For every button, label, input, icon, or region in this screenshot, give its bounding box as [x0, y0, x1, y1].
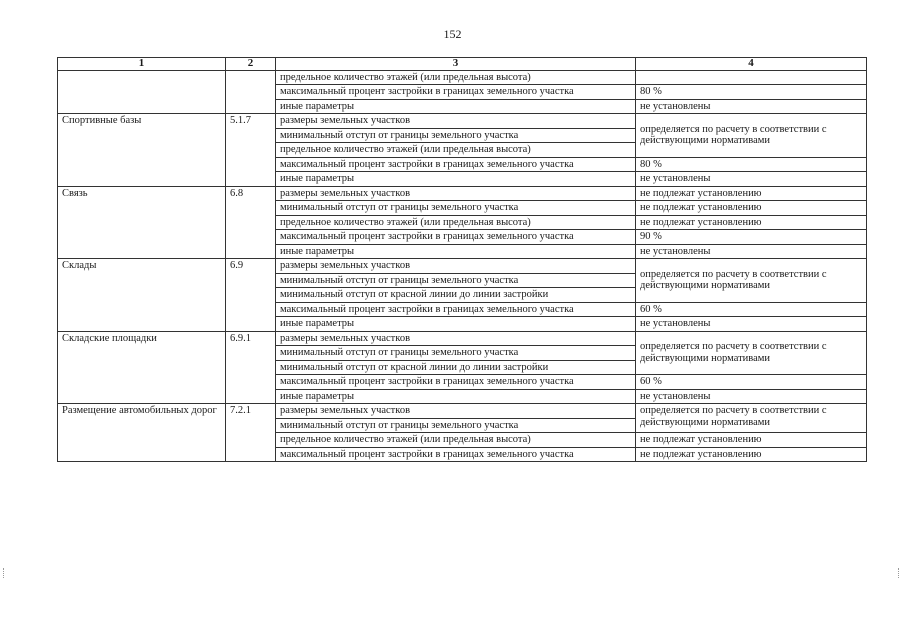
- parameter-name: максимальный процент застройки в границах земельного участка: [276, 302, 636, 317]
- use-code-cell: 6.8: [226, 186, 276, 259]
- parameter-name: иные параметры: [276, 317, 636, 332]
- use-name-cell: Связь: [58, 186, 226, 259]
- parameter-name: минимальный отступ от красной линии до линии застройки: [276, 360, 636, 375]
- parameter-value: не подлежат установлению: [636, 215, 867, 230]
- table-row: [58, 114, 867, 129]
- use-name-cell: [58, 70, 226, 114]
- parameter-value: не установлены: [636, 317, 867, 332]
- use-name-cell: Спортивные базы: [58, 114, 226, 187]
- column-header-3: 3: [276, 58, 636, 71]
- parameter-value: не установлены: [636, 244, 867, 259]
- parameter-value: не подлежат установлению: [636, 186, 867, 201]
- parameter-name: максимальный процент застройки в границах земельного участка: [276, 230, 636, 245]
- parameter-name: минимальный отступ от границы земельного участка: [276, 346, 636, 361]
- parameter-name: размеры земельных участков: [276, 331, 636, 346]
- use-code-cell: 7.2.1: [226, 404, 276, 462]
- parameter-value: 80 %: [636, 85, 867, 100]
- page-number: 152: [443, 27, 462, 41]
- table-row: [58, 404, 867, 419]
- table-row: [58, 186, 867, 201]
- parameter-value: определяется по расчету в соответствии с действующими нормативами: [636, 259, 867, 303]
- column-header-2: 2: [226, 58, 276, 71]
- use-code-cell: [226, 70, 276, 114]
- parameter-name: размеры земельных участков: [276, 114, 636, 129]
- parameter-name: максимальный процент застройки в границах земельного участка: [276, 375, 636, 390]
- parameter-name: минимальный отступ от границы земельного участка: [276, 273, 636, 288]
- column-header-4: 4: [636, 58, 867, 71]
- parameter-name: размеры земельных участков: [276, 186, 636, 201]
- parameter-value: не установлены: [636, 172, 867, 187]
- parameter-name: иные параметры: [276, 99, 636, 114]
- use-name-cell: Размещение автомобильных дорог: [58, 404, 226, 462]
- parameter-value: не подлежат установлению: [636, 447, 867, 462]
- column-header-1: 1: [58, 58, 226, 71]
- scan-edge-mark: [3, 568, 6, 578]
- use-code-cell: 6.9: [226, 259, 276, 332]
- parameter-value: определяется по расчету в соответствии с действующими нормативами: [636, 114, 867, 158]
- parameter-name: минимальный отступ от красной линии до линии застройки: [276, 288, 636, 303]
- parameter-value: не установлены: [636, 389, 867, 404]
- table-row: [58, 331, 867, 346]
- parameter-name: иные параметры: [276, 389, 636, 404]
- parameter-name: минимальный отступ от границы земельного участка: [276, 201, 636, 216]
- parameter-name: размеры земельных участков: [276, 259, 636, 274]
- parameter-value: 60 %: [636, 375, 867, 390]
- use-code-cell: 6.9.1: [226, 331, 276, 404]
- parameter-name: максимальный процент застройки в границах земельного участка: [276, 85, 636, 100]
- parameter-value: [636, 70, 867, 85]
- parameter-value: 60 %: [636, 302, 867, 317]
- parameter-value: не подлежат установлению: [636, 201, 867, 216]
- parameter-name: максимальный процент застройки в границах земельного участка: [276, 447, 636, 462]
- use-name-cell: Складские площадки: [58, 331, 226, 404]
- header-row: [58, 58, 867, 71]
- parameter-value: не установлены: [636, 99, 867, 114]
- parameter-name: предельное количество этажей (или предельная высота): [276, 70, 636, 85]
- parameter-value: определяется по расчету в соответствии с действующими нормативами: [636, 404, 867, 433]
- parameter-name: минимальный отступ от границы земельного участка: [276, 128, 636, 143]
- parameter-name: максимальный процент застройки в границах земельного участка: [276, 157, 636, 172]
- table-row: [58, 259, 867, 274]
- parameter-name: предельное количество этажей (или предельная высота): [276, 143, 636, 158]
- parameter-name: минимальный отступ от границы земельного участка: [276, 418, 636, 433]
- use-code-cell: 5.1.7: [226, 114, 276, 187]
- parameter-name: иные параметры: [276, 244, 636, 259]
- parameters-table: [57, 57, 867, 462]
- use-name-cell: Склады: [58, 259, 226, 332]
- scan-edge-mark: [898, 568, 901, 578]
- parameter-name: предельное количество этажей (или предельная высота): [276, 433, 636, 448]
- parameter-name: размеры земельных участков: [276, 404, 636, 419]
- parameter-name: предельное количество этажей (или предельная высота): [276, 215, 636, 230]
- parameter-value: не подлежат установлению: [636, 433, 867, 448]
- parameter-value: определяется по расчету в соответствии с действующими нормативами: [636, 331, 867, 375]
- table-row: [58, 70, 867, 85]
- parameter-value: 90 %: [636, 230, 867, 245]
- parameter-value: 80 %: [636, 157, 867, 172]
- parameter-name: иные параметры: [276, 172, 636, 187]
